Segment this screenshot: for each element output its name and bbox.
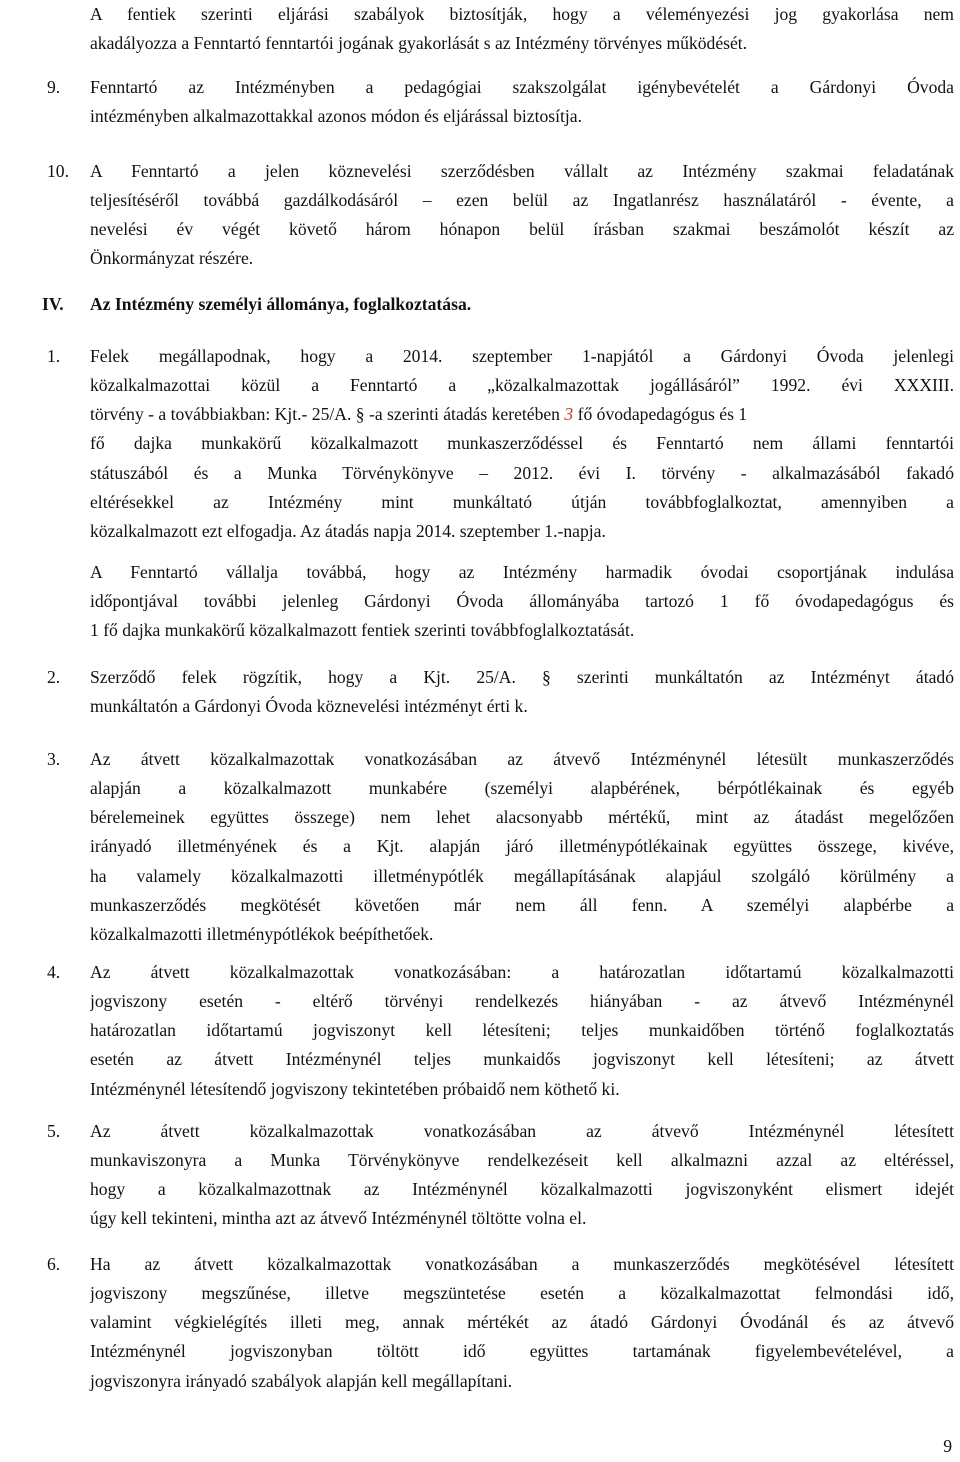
text-line: határozatlan időtartamú jogviszonyt kell létesíteni; teljes munkaidőben történő foglalkoztatás bbox=[90, 1020, 954, 1040]
text-segment: törvény - a továbbiakban: Kjt.- 25/A. § -a szerinti átadás keretében bbox=[90, 404, 560, 424]
text-line: nevelési év végét követő három hónapon belül írásban szakmai beszámolót készít az bbox=[90, 219, 954, 239]
text-line: jogviszony esetén - eltérő törvényi rendelkezés hiányában - az átvevő Intézménynél bbox=[90, 991, 954, 1011]
text-line: munkaszerződés megkötését követően már nem áll fenn. A személyi alapbérbe a bbox=[90, 895, 954, 915]
text-line: A Fenntartó vállalja továbbá, hogy az Intézmény harmadik óvodai csoportjának indulása bbox=[90, 562, 954, 582]
text-line: Az átvett közalkalmazottak vonatkozásában: a határozatlan időtartamú közalkalmazotti bbox=[90, 962, 954, 982]
text-line: munkaviszonyra a Munka Törvénykönyve rendelkezéseit kell alkalmazni azzal az eltéréssel, bbox=[90, 1150, 954, 1170]
item-number: 4. bbox=[47, 962, 61, 982]
highlighted-number: 3 bbox=[564, 404, 574, 424]
text-line: intézményben alkalmazottakkal azonos módon és eljárással biztosítja. bbox=[90, 106, 582, 126]
text-line: Fenntartó az Intézményben a pedagógiai szakszolgálat igénybevételét a Gárdonyi Óvoda bbox=[90, 77, 954, 97]
text-line: Intézménynél jogviszonyban töltött idő együttes tartamának figyelembevételével, a bbox=[90, 1341, 954, 1361]
text-line: alapján a közalkalmazott munkabére (személyi alapbérének, bérpótlékainak és egyéb bbox=[90, 778, 954, 798]
text-line: Az átvett közalkalmazottak vonatkozásában az átvevő Intézménynél létesült munkaszerződés bbox=[90, 749, 954, 769]
text-line: akadályozza a Fenntartó fenntartói jogának gyakorlását s az Intézmény törvényes működését. bbox=[90, 33, 748, 53]
text-line: esetén az átvett Intézménynél teljes munkaidős jogviszonyt kell létesíteni; az átvett bbox=[90, 1049, 954, 1069]
text-line: bérelemeinek együttes összege) nem lehet alacsonyabb mértékű, mint az átadást megelőzően bbox=[90, 807, 954, 827]
text-line: közalkalmazotti illetménypótlékok beépíthetőek. bbox=[90, 924, 434, 944]
text-line: A fentiek szerinti eljárási szabályok biztosítják, hogy a véleményezési jog gyakorlása nem bbox=[90, 4, 954, 24]
item-number: 1. bbox=[47, 346, 61, 366]
text-line: Az átvett közalkalmazottak vonatkozásában az átvevő Intézménynél létesített bbox=[90, 1121, 954, 1141]
text-line: időpontjával további jelenleg Gárdonyi Óvoda állományába tartozó 1 fő óvodapedagógus és bbox=[90, 591, 954, 611]
text-line: valamint végkielégítés illeti meg, annak mértékét az átadó Gárdonyi Óvodánál és az átvevő bbox=[90, 1312, 954, 1332]
text-line: Intézménynél létesítendő jogviszony tekintetében próbaidő nem köthető ki. bbox=[90, 1079, 620, 1099]
text-line: eltérésekkel az Intézmény mint munkáltató útján továbbfoglalkoztat, amennyiben a bbox=[90, 492, 954, 512]
item-number: 10. bbox=[47, 161, 69, 181]
text-line: munkáltatón a Gárdonyi Óvoda köznevelési intézményt érti k. bbox=[90, 696, 528, 716]
text-line bbox=[90, 400, 747, 429]
text-line: fő dajka munkakörű közalkalmazott munkaszerződéssel és Fenntartó nem állami fenntartói bbox=[90, 433, 954, 453]
text-line: jogviszony megszűnése, illetve megszüntetése esetén a közalkalmazottat felmondási idő, bbox=[90, 1283, 954, 1303]
item-number: 2. bbox=[47, 667, 61, 687]
text-line: Önkormányzat részére. bbox=[90, 248, 254, 268]
text-line: Ha az átvett közalkalmazottak vonatkozásában a munkaszerződés megkötésével létesített bbox=[90, 1254, 954, 1274]
text-line: hogy a közalkalmazottnak az Intézménynél közalkalmazotti jogviszonyként elismert idejét bbox=[90, 1179, 954, 1199]
text-segment: fő óvodapedagógus és 1 bbox=[577, 404, 748, 424]
item-number: 3. bbox=[47, 749, 61, 769]
text-line: A Fenntartó a jelen köznevelési szerződésben vállalt az Intézmény szakmai feladatának bbox=[90, 161, 954, 181]
text-line: jogviszonyra irányadó szabályok alapján kell megállapítani. bbox=[90, 1371, 513, 1391]
item-number: 9. bbox=[47, 77, 61, 97]
section-number: IV. bbox=[42, 294, 64, 314]
text-line: Szerződő felek rögzítik, hogy a Kjt. 25/A. § szerinti munkáltatón az Intézményt átadó bbox=[90, 667, 954, 687]
text-line: ha valamely közalkalmazotti illetménypótlék megállapításának alapjául szolgáló körülmény a bbox=[90, 866, 954, 886]
text-line: státuszából és a Munka Törvénykönyve – 2012. évi I. törvény - alkalmazásából fakadó bbox=[90, 463, 954, 483]
text-line: irányadó illetményének és a Kjt. alapján járó illetménypótlékainak együttes összege, kivéve, bbox=[90, 836, 954, 856]
page-number: 9 bbox=[943, 1436, 952, 1456]
item-number: 5. bbox=[47, 1121, 61, 1141]
text-line: Felek megállapodnak, hogy a 2014. szeptember 1-napjától a Gárdonyi Óvoda jelenlegi bbox=[90, 346, 954, 366]
text-line: közalkalmazott ezt elfogadja. Az átadás napja 2014. szeptember 1.-napja. bbox=[90, 521, 606, 541]
text-line: 1 fő dajka munkakörű közalkalmazott fentiek szerinti továbbfoglalkoztatását. bbox=[90, 620, 635, 640]
text-line: úgy kell tekinteni, mintha azt az átvevő Intézménynél töltötte volna el. bbox=[90, 1208, 587, 1228]
text-line: közalkalmazottai közül a Fenntartó a „közalkalmazottak jogállásáról” 1992. évi XXXIII. bbox=[90, 375, 954, 395]
text-line: teljesítéséről továbbá gazdálkodásáról – ezen belül az Ingatlanrész használatáról - évente, a bbox=[90, 190, 954, 210]
item-number: 6. bbox=[47, 1254, 61, 1274]
section-title: Az Intézmény személyi állománya, foglalkoztatása. bbox=[90, 294, 472, 314]
